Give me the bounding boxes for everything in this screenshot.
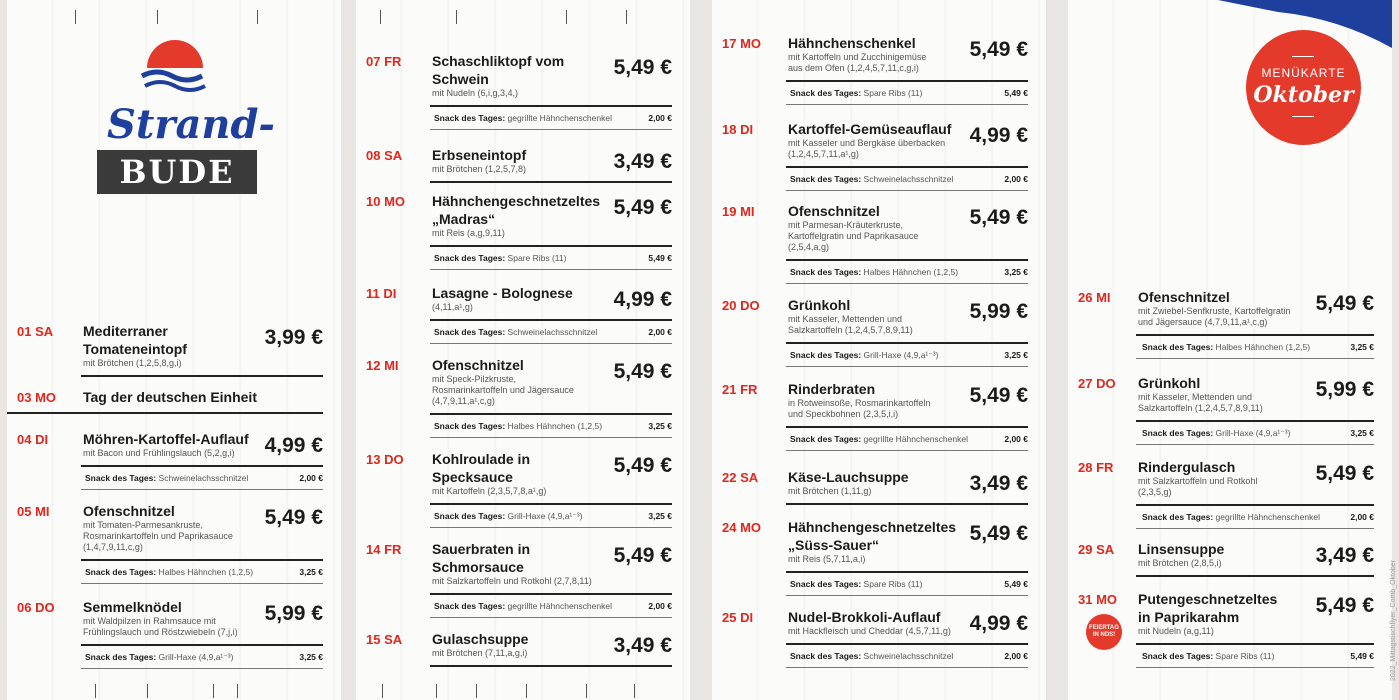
tick-mark [75, 10, 76, 24]
divider-thin [1136, 528, 1374, 529]
bottom-ticks [7, 684, 341, 698]
dish-name: Möhren-Kartoffel-Auflauf [83, 431, 249, 447]
dish-name: Semmelknödel [83, 599, 182, 615]
badge-title: MENÜKARTE [1261, 66, 1346, 80]
snack-label: Snack des Tages: [434, 327, 506, 337]
snack-price: 5,49 € [648, 253, 672, 263]
snack-price: 5,49 € [1004, 88, 1028, 98]
snack-of-day [790, 434, 968, 444]
snack-price: 2,00 € [1350, 512, 1374, 522]
divider [786, 166, 1028, 168]
snack-price: 3,25 € [1004, 267, 1028, 277]
top-ticks [7, 10, 341, 24]
dish-description: mit Kasseler, Mettenden und Salzkartoffeln (1,2,4,5,7,8,9,11) [788, 314, 913, 335]
divider-thin [430, 437, 672, 438]
divider [430, 503, 672, 505]
snack-label: Snack des Tages: [434, 421, 506, 431]
day-label: 27 DO [1078, 376, 1116, 391]
snack-of-day [434, 511, 582, 522]
day-label: 21 FR [722, 382, 758, 397]
snack-price: 3,25 € [648, 421, 672, 431]
badge-month: Oktober [1253, 82, 1354, 108]
snack-name: gegrillte Hähnchenschenkel [861, 434, 968, 444]
divider [430, 665, 672, 667]
divider [1136, 643, 1374, 645]
dish-description: mit Reis (a,g,9,11) [432, 228, 505, 238]
tick-mark [634, 684, 635, 698]
snack-price: 3,25 € [648, 511, 672, 521]
divider-thin [1136, 667, 1374, 668]
tick-mark [95, 684, 96, 698]
snack-of-day [434, 601, 612, 611]
divider [430, 593, 672, 595]
tick-mark [566, 10, 567, 24]
divider-thin [430, 129, 672, 130]
menu-panel-2 [356, 0, 690, 700]
snack-of-day [85, 652, 233, 663]
dish-description: mit Tomaten-Parmesankruste, Rosmarinkartoffeln und Paprikasauce (1,4,7,9,11,c,g) [83, 520, 233, 552]
snack-name: Schweinelachsschnitzel [156, 473, 249, 483]
price: 4,99 € [969, 612, 1028, 635]
menu-panel-3 [712, 0, 1046, 700]
snack-name: Schweinelachsschnitzel [861, 174, 954, 184]
dish-name: Hähnchenschenkel [788, 35, 916, 51]
snack-name: Halbes Hähnchen (1,2,5) [505, 421, 603, 431]
snack-label: Snack des Tages: [790, 350, 862, 360]
price: 5,99 € [264, 602, 323, 625]
snack-name: Spare Ribs (11) [505, 253, 567, 263]
day-label: 11 DI [366, 286, 397, 301]
snack-label: Snack des Tages: [790, 174, 862, 184]
divider-thin [430, 343, 672, 344]
snack-price: 3,25 € [299, 567, 323, 577]
tick-mark [213, 684, 214, 698]
dish-name: Putengeschnetzeltes in Paprikarahm [1138, 591, 1278, 625]
snack-price: 3,25 € [299, 652, 323, 662]
price: 4,99 € [969, 124, 1028, 147]
menu-badge [1246, 30, 1361, 145]
top-ticks [356, 10, 690, 24]
divider-thin [786, 595, 1028, 596]
snack-of-day [434, 113, 612, 123]
snack-label: Snack des Tages: [790, 651, 862, 661]
price: 5,99 € [1315, 378, 1374, 401]
price: 3,49 € [613, 634, 672, 657]
dish-description: mit Zwiebel-Senfkruste, Kartoffelgratin und Jägersauce (4,7,9,11,a¹,c,g) [1138, 306, 1291, 327]
snack-label: Snack des Tages: [790, 88, 862, 98]
dish-description: mit Hackfleisch und Cheddar (4,5,7,11,g) [788, 626, 951, 636]
divider-thin [430, 269, 672, 270]
dish-description: mit Parmesan-Kräuterkruste, Kartoffelgratin und Paprikasauce (2,5,4,a,g) [788, 220, 919, 252]
dish-description: mit Nudeln (6,i,g,3,4,) [432, 88, 519, 98]
snack-of-day [790, 267, 958, 277]
dish-description: mit Salzkartoffeln und Rotkohl (2,3,5,g) [1138, 476, 1258, 497]
snack-of-day [790, 174, 953, 184]
day-label: 24 MO [722, 520, 762, 535]
divider-thin [81, 489, 323, 490]
divider [786, 643, 1028, 645]
snack-of-day [1142, 512, 1320, 522]
day-label: 12 MI [366, 358, 399, 373]
price: 4,99 € [264, 434, 323, 457]
divider [786, 571, 1028, 573]
price: 5,49 € [969, 384, 1028, 407]
snack-label: Snack des Tages: [434, 253, 506, 263]
snack-label: Snack des Tages: [434, 601, 506, 611]
snack-name: Schweinelachsschnitzel [861, 651, 954, 661]
divider-thin [430, 617, 672, 618]
divider [786, 342, 1028, 344]
day-label: 14 FR [366, 542, 402, 557]
price: 5,49 € [969, 206, 1028, 229]
snack-label: Snack des Tages: [1142, 512, 1214, 522]
divider [7, 412, 323, 414]
dish-name: Rindergulasch [1138, 459, 1236, 475]
divider-thin [786, 667, 1028, 668]
snack-price: 2,00 € [1004, 434, 1028, 444]
price: 3,49 € [613, 150, 672, 173]
dish-name: Sauerbraten in Schmorsauce [432, 541, 531, 575]
dish-name: Linsensuppe [1138, 541, 1225, 557]
snack-price: 2,00 € [1004, 174, 1028, 184]
divider [786, 426, 1028, 428]
snack-price: 3,25 € [1350, 428, 1374, 438]
dish-description: mit Brötchen (1,2,5,7,8) [432, 164, 527, 174]
divider [430, 105, 672, 107]
divider [786, 259, 1028, 261]
tick-mark [436, 684, 437, 698]
divider [1136, 420, 1374, 422]
day-label: 10 MO [366, 194, 406, 209]
price: 5,49 € [613, 544, 672, 567]
dish-name: Mediterraner Tomateneintopf [83, 323, 187, 357]
dish-name: Grünkohl [788, 297, 851, 313]
dish-description: mit Nudeln (a,g,11) [1138, 626, 1214, 636]
price: 5,49 € [613, 56, 672, 79]
snack-price: 2,00 € [299, 473, 323, 483]
tick-mark [380, 10, 381, 24]
dish-description: mit Brötchen (2,8,5,i) [1138, 558, 1222, 568]
snack-label: Snack des Tages: [85, 567, 157, 577]
tick-mark [456, 10, 457, 24]
price: 3,49 € [1315, 544, 1374, 567]
snack-of-day [790, 579, 922, 589]
snack-of-day [434, 421, 602, 431]
dish-description: in Rotweinsoße, Rosmarinkartoffeln und Speckbohnen (2,3,5,i,i) [788, 398, 931, 419]
dish-description: mit Kartoffeln (2,3,5,7,8,a¹,g) [432, 486, 547, 496]
snack-name: Grill-Haxe (4,9,a¹⁻³) [861, 350, 939, 360]
price: 5,49 € [264, 506, 323, 529]
dish-name: Grünkohl [1138, 375, 1201, 391]
holiday-badge [1086, 614, 1122, 650]
divider [430, 245, 672, 247]
day-label: 03 MO [17, 390, 57, 405]
snack-label: Snack des Tages: [790, 267, 862, 277]
day-label: 05 MI [17, 504, 50, 519]
dish-name: Schaschliktopf vom Schwein [432, 53, 565, 87]
dish-name: Lasagne - Bolognese [432, 285, 573, 301]
dish-description: mit Brötchen (1,11,g) [788, 486, 872, 496]
day-label: 25 DI [722, 610, 754, 625]
vertical-note: 2022_Mittagstischflyer_Comb_Oktober [1390, 560, 1397, 682]
dish-description: mit Brötchen (7,11,a,g,i) [432, 648, 528, 658]
dish-name: Rinderbraten [788, 381, 876, 397]
dish-name: Ofenschnitzel [83, 503, 175, 519]
day-label: 15 SA [366, 632, 403, 647]
menu-panel-1 [7, 0, 341, 700]
divider-thin [81, 583, 323, 584]
bottom-ticks [356, 684, 690, 698]
divider [81, 465, 323, 467]
day-label: 19 MI [722, 204, 755, 219]
snack-name: Spare Ribs (11) [861, 88, 923, 98]
dish-name: Hähnchengeschnetzeltes „Madras“ [432, 193, 601, 227]
day-label: 08 SA [366, 148, 403, 163]
day-label: 04 DI [17, 432, 49, 447]
tick-mark [157, 10, 158, 24]
dish-name: Ofenschnitzel [432, 357, 524, 373]
snack-label: Snack des Tages: [85, 473, 157, 483]
snack-of-day [790, 350, 938, 361]
snack-price: 2,00 € [648, 327, 672, 337]
strandbude-logo [97, 38, 276, 218]
price: 5,49 € [613, 454, 672, 477]
day-label: 01 SA [17, 324, 54, 339]
day-label: 31 MO [1078, 592, 1118, 607]
day-label: 07 FR [366, 54, 402, 69]
price: 5,49 € [969, 38, 1028, 61]
price: 5,49 € [969, 522, 1028, 545]
snack-of-day [434, 327, 597, 337]
tick-mark [586, 684, 587, 698]
divider-thin [786, 283, 1028, 284]
snack-of-day [790, 651, 953, 661]
snack-of-day [1142, 651, 1274, 661]
tick-mark [237, 684, 238, 698]
dish-description: (4,11,a¹,g) [432, 302, 473, 312]
tick-mark [476, 684, 477, 698]
divider-thin [786, 190, 1028, 191]
dish-description: mit Salzkartoffeln und Rotkohl (2,7,8,11) [432, 576, 592, 586]
price: 3,49 € [969, 472, 1028, 495]
snack-of-day [1142, 342, 1310, 352]
dish-name: Gulaschsuppe [432, 631, 529, 647]
divider-thin [1136, 444, 1374, 445]
dish-description: mit Waldpilzen in Rahmsauce mit Frühlingslauch und Röstzwiebeln (7,j,i) [83, 616, 238, 637]
snack-price: 2,00 € [1004, 651, 1028, 661]
snack-name: Schweinelachsschnitzel [505, 327, 598, 337]
menu-panel-4 [1068, 0, 1397, 700]
divider-thin [786, 104, 1028, 105]
snack-name: gegrillte Hähnchenschenkel [505, 601, 612, 611]
snack-price: 5,49 € [1004, 579, 1028, 589]
day-label: 18 DI [722, 122, 754, 137]
price: 3,99 € [264, 326, 323, 349]
dish-description: mit Brötchen (1,2,5,8,g,i) [83, 358, 182, 368]
snack-label: Snack des Tages: [434, 511, 506, 521]
day-label: 17 MO [722, 36, 762, 51]
price: 4,99 € [613, 288, 672, 311]
dish-name: Käse-Lauchsuppe [788, 469, 909, 485]
divider [1136, 334, 1374, 336]
divider-thin [786, 366, 1028, 367]
snack-label: Snack des Tages: [434, 113, 506, 123]
price: 5,49 € [1315, 462, 1374, 485]
snack-of-day [85, 473, 248, 483]
tick-mark [526, 684, 527, 698]
price: 5,49 € [1315, 292, 1374, 315]
snack-name: Grill-Haxe (4,9,a¹⁻³) [505, 511, 583, 521]
snack-price: 3,25 € [1004, 350, 1028, 360]
divider [1136, 504, 1374, 506]
snack-of-day [434, 253, 566, 263]
snack-of-day [790, 88, 922, 98]
dish-name: Tag der deutschen Einheit [83, 389, 257, 405]
snack-name: Grill-Haxe (4,9,a¹⁻³) [156, 652, 234, 662]
dish-name: Ofenschnitzel [788, 203, 880, 219]
divider [786, 80, 1028, 82]
dish-description: mit Kartoffeln und Zucchinigemüse aus dem Ofen (1,2,4,5,7,11,c,g,i) [788, 52, 927, 73]
holiday-line2: IN NDS! [1092, 632, 1116, 638]
divider [1136, 575, 1374, 577]
price: 5,49 € [613, 196, 672, 219]
dish-name: Kohlroulade in Specksauce [432, 451, 530, 485]
snack-name: Spare Ribs (11) [861, 579, 923, 589]
tick-mark [257, 10, 258, 24]
logo-line2: BUDE [119, 153, 235, 191]
divider [430, 413, 672, 415]
dish-name: Kartoffel-Gemüseauflauf [788, 121, 952, 137]
tick-mark [382, 684, 383, 698]
dish-description: mit Kasseler und Bergkäse überbacken (1,2,4,5,7,11,a¹,g) [788, 138, 946, 159]
snack-name: Halbes Hähnchen (1,2,5) [156, 567, 254, 577]
divider-thin [430, 527, 672, 528]
snack-price: 3,25 € [1350, 342, 1374, 352]
divider-thin [81, 668, 323, 669]
day-label: 20 DO [722, 298, 760, 313]
day-label: 06 DO [17, 600, 55, 615]
snack-of-day [1142, 428, 1290, 439]
day-label: 26 MI [1078, 290, 1111, 305]
dish-name: Ofenschnitzel [1138, 289, 1230, 305]
snack-name: Spare Ribs (11) [1213, 651, 1275, 661]
dish-name: Erbseneintopf [432, 147, 527, 163]
day-label: 22 SA [722, 470, 759, 485]
snack-price: 2,00 € [648, 601, 672, 611]
snack-name: gegrillte Hähnchenschenkel [1213, 512, 1320, 522]
snack-price: 5,49 € [1350, 651, 1374, 661]
divider-thin [786, 450, 1028, 451]
snack-name: Grill-Haxe (4,9,a¹⁻³) [1213, 428, 1291, 438]
snack-name: Halbes Hähnchen (1,2,5) [1213, 342, 1311, 352]
snack-name: Halbes Hähnchen (1,2,5) [861, 267, 959, 277]
divider [786, 503, 1028, 505]
divider [81, 559, 323, 561]
snack-label: Snack des Tages: [790, 434, 862, 444]
snack-label: Snack des Tages: [1142, 651, 1214, 661]
price: 5,99 € [969, 300, 1028, 323]
snack-label: Snack des Tages: [790, 579, 862, 589]
snack-label: Snack des Tages: [85, 652, 157, 662]
snack-of-day [85, 567, 253, 577]
snack-label: Snack des Tages: [1142, 342, 1214, 352]
divider [81, 644, 323, 646]
holiday-line1: FEIERTAG [1089, 625, 1119, 631]
dish-description: mit Bacon und Frühlingslauch (5,2,g,i) [83, 448, 235, 458]
dish-description: mit Kasseler, Mettenden und Salzkartoffeln (1,2,4,5,7,8,9,11) [1138, 392, 1263, 413]
tick-mark [626, 10, 627, 24]
tick-mark [147, 684, 148, 698]
dish-description: mit Reis (5,7,11,a,i) [788, 554, 866, 564]
day-label: 13 DO [366, 452, 404, 467]
day-label: 28 FR [1078, 460, 1114, 475]
divider [81, 375, 323, 377]
price: 5,49 € [1315, 594, 1374, 617]
snack-label: Snack des Tages: [1142, 428, 1214, 438]
dish-description: mit Speck-Pilzkruste, Rosmarinkartoffeln und Jägersauce (4,7,9,11,a¹,c,g) [432, 374, 574, 406]
divider-thin [1136, 358, 1374, 359]
divider [430, 319, 672, 321]
dish-name: Nudel-Brokkoli-Auflauf [788, 609, 941, 625]
divider [430, 181, 672, 183]
snack-price: 2,00 € [648, 113, 672, 123]
dish-name: Hähnchengeschnetzeltes „Süss-Sauer“ [788, 519, 957, 553]
price: 5,49 € [613, 360, 672, 383]
logo-line1: Strand- [107, 101, 276, 148]
day-label: 29 SA [1078, 542, 1115, 557]
snack-name: gegrillte Hähnchenschenkel [505, 113, 612, 123]
